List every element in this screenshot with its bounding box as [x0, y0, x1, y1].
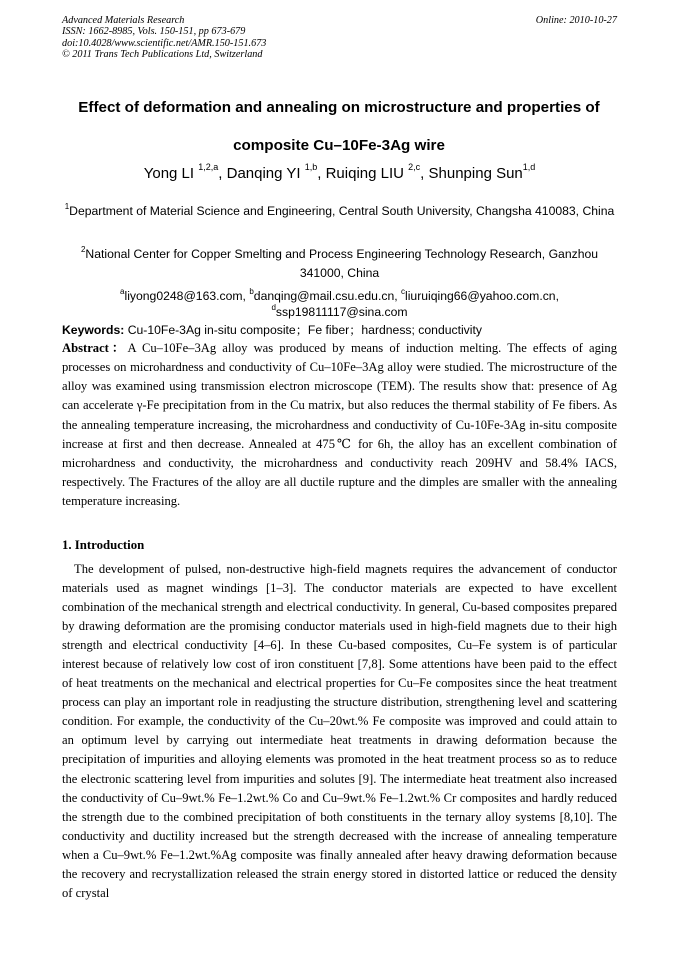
email-link[interactable]: ssp19811117@sina.com	[275, 305, 408, 319]
abstract	[62, 339, 617, 511]
keywords	[62, 322, 617, 338]
author-name: Shunping Sun	[428, 165, 523, 182]
author-name: Danqing YI	[226, 165, 301, 182]
author-name: Yong LI	[143, 165, 195, 182]
journal-name: Advanced Materials Research	[62, 15, 185, 26]
affiliation-superscript: 2	[80, 245, 86, 254]
author-superscript: 1,2,a	[198, 162, 219, 172]
email-link[interactable]: danqing@mail.csu.edu.cn,	[253, 289, 398, 303]
abstract-label: Abstract：	[62, 341, 128, 355]
email-link[interactable]: liyong0248@163.com,	[124, 289, 246, 303]
paper-title	[48, 89, 630, 165]
email-link[interactable]: liuruiqing66@yahoo.com.cn,	[405, 289, 559, 303]
author-name: Ruiqing LIU	[325, 165, 404, 182]
affiliation-superscript: 1	[64, 202, 70, 211]
author-superscript: 1,d	[522, 162, 536, 172]
keywords-label: Keywords:	[62, 323, 125, 337]
author-superscript: 2,c	[408, 162, 421, 172]
affiliation-text: Department of Material Science and Engineering, Central South University, Changsha 410083, China	[69, 204, 615, 218]
section-heading-introduction: 1. Introduction	[62, 538, 145, 552]
affiliation-1	[62, 202, 617, 221]
doi-link[interactable]: doi:10.4028/www.scientific.net/AMR.150-151.673	[62, 37, 267, 49]
title-line-1: Effect of deformation and annealing on microstructure and properties of	[78, 99, 600, 116]
keywords-text: Cu-10Fe-3Ag in-situ composite；Fe fiber；hardness; conductivity	[127, 323, 482, 337]
page-header	[62, 15, 617, 61]
title-line-2: composite Cu–10Fe-3Ag wire	[233, 137, 445, 154]
affiliation-text: National Center for Copper Smelting and Process Engineering Technology Research, Ganzhou 341000, China	[85, 247, 599, 280]
email-superscript: d	[271, 303, 276, 312]
email-line-2	[62, 303, 617, 321]
email-superscript: b	[249, 287, 254, 296]
issn-line: ISSN: 1662-8985, Vols. 150-151, pp 673-679	[62, 26, 246, 38]
abstract-text: A Cu–10Fe–3Ag alloy was produced by means of induction melting. The effects of aging processes on microhardness and conductivity of Cu–10Fe–3Ag alloy were studied. The microstructure of the alloy was examined using transmission electron microscope (TEM). The results show that: presence of Ag can accelerate γ-Fe precipitation from in the Cu matrix, but also reduces the thermal stability of Fe fibers. As the annealing temperature increasing, the microhardness and conductivity of Cu-10Fe-3Ag in-situ composite increase at first and then decrease. Annealed at 475℃ for 6h, the alloy has an excellent combination of microhardness and conductivity, the microhardness and conductivity reach 209HV and 58.4% IACS, respectively. The Fractures of the alloy are all ductile rupture and the dimples are smaller with the annealing temperature increasing.	[62, 341, 617, 509]
online-date: Online: 2010-10-27	[535, 15, 617, 26]
affiliation-2	[62, 245, 617, 283]
author-superscript: 1,b	[304, 162, 318, 172]
email-superscript: c	[401, 287, 405, 296]
email-superscript: a	[120, 287, 125, 296]
introduction-paragraph: The development of pulsed, non-destructive high-field magnets requires the advancement of conductor materials used as magnet windings [1–3]. The conductor materials are expected to have excellent combination of the mechanical strength and electrical conductivity. In general, Cu-based composites prepared by drawing deformation are the promising conductor materials used in high-field magnets due to their high strength and electrical conductivity [4–6]. In these Cu-based composites, Cu–Fe system is of particular interest because of relatively low cost of iron constituent [7,8]. Some attentions have been paid to the effect of heat treatments on the mechanical and electrical properties for Cu–Fe composites since the heat treatment process can play an important role in readjusting the structure distribution, strengthening level and scattering condition. For example, the conductivity of the Cu–20wt.% Fe composite was improved and could attain to an optimum level by carrying out intermediate heat treatments in drawing deformation because the precipitation of impurities and alloying elements was promoted in the heat treatment process so as to reduce the electronic scattering level from impurities and solutes [9]. The intermediate heat treatment also increased the conductivity of Cu–9wt.% Fe–1.2wt.% Co and Cu–9wt.% Fe–1.2wt.% Cr composites and hardly reduced the strength due to the combined precipitation of both constituents in the ternary alloy systems [8,10]. The conductivity and ductility increased but the strength decreased with the increase of annealing temperature when a Cu–9wt.% Fe–1.2wt.%Ag composite was finally annealed after heavy drawing deformation because the recovery and recrystallization released the strain energy stored in distorted lattice or reduced the density of crystal	[62, 562, 617, 900]
author-list: Yong LI $^{1,2,a}$, Danqing YI $^{1,b}$, Ruiqing LIU $^{2,c}$, Shunping Sun$^{1,d}$	[143, 162, 536, 182]
copyright-line: © 2011 Trans Tech Publications Ltd, Switzerland	[62, 49, 263, 61]
